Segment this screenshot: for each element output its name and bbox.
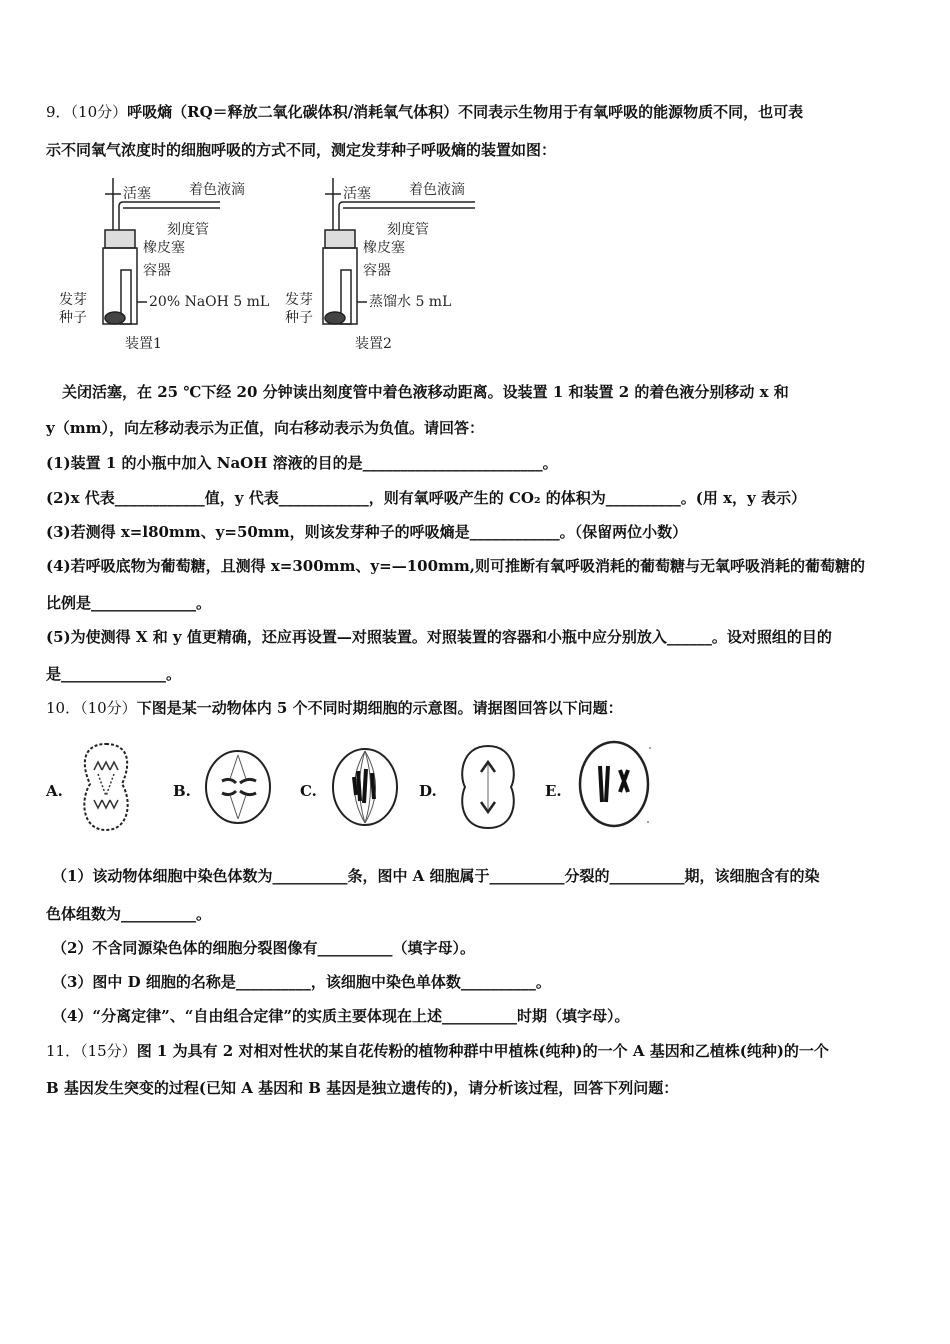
q9-intro-1: 呼吸熵（RQ＝释放二氧化碳体积/消耗氧气体积）不同表示生物用于有氧呼吸的能源物质不同，也可表 <box>127 103 804 121</box>
q9-subquestion-5b: 是______________。 <box>46 665 182 683</box>
device1-seeds-label-2: 种子 <box>59 310 87 326</box>
cell-a-drawing <box>76 740 136 834</box>
device1-stopper-label: 橡皮塞 <box>143 240 185 256</box>
q10-subquestion-1b: 色体组数为__________。 <box>46 905 212 923</box>
device1-stopper <box>105 230 135 248</box>
device2-liquid-label: 蒸馏水 5 mL <box>369 294 452 310</box>
cell-label-d: D. <box>419 782 437 800</box>
respiration-apparatus-figure <box>55 172 495 354</box>
device1-container-label: 容器 <box>143 263 171 279</box>
device2-droplet-label: 着色液滴 <box>409 182 465 198</box>
device1-scale-label: 刻度管 <box>167 222 209 238</box>
q10-number: 10．（10分） <box>46 699 137 717</box>
q9-subquestion-1: (1)装置 1 的小瓶中加入 NaOH 溶液的目的是________________________。 <box>46 454 558 472</box>
q9-intro-2: 示不同氧气浓度时的细胞呼吸的方式不同，测定发芽种子呼吸熵的装置如图： <box>46 141 557 159</box>
q9-paragraph-2: y（mm），向左移动表示为正值，向右移动表示为负值。请回答： <box>46 419 484 437</box>
cell-b-drawing <box>200 747 276 827</box>
q9-subquestion-4a: (4)若呼吸底物为葡萄糖，且测得 x=300mm、y=—100mm,则可推断有氧呼吸消耗的葡萄糖与无氧呼吸消耗的葡萄糖的 <box>46 557 865 575</box>
q10-subquestion-3: （3）图中 D 细胞的名称是__________，该细胞中染色单体数__________。 <box>52 973 551 991</box>
cell-label-e: E. <box>545 782 562 800</box>
q9-subquestion-2: (2)x 代表____________值，y 代表____________，则有氧呼吸产生的 CO₂ 的体积为__________。(用 x，y 表示） <box>46 489 806 507</box>
q10-subquestion-2: （2）不含同源染色体的细胞分裂图像有__________（填字母）。 <box>52 939 475 957</box>
cell-label-c: C. <box>300 782 317 800</box>
q11-number: 11．（15分） <box>46 1042 137 1060</box>
device2-caption: 装置2 <box>355 336 392 352</box>
q11-line-1 <box>46 1041 829 1061</box>
device2-scale-label: 刻度管 <box>387 222 429 238</box>
device2-stopper-label: 橡皮塞 <box>363 240 405 256</box>
q10-line-1 <box>46 698 623 718</box>
q11-intro-2: B 基因发生突变的过程(已知 A 基因和 B 基因是独立遗传的)，请分析该过程，回答下列问题： <box>46 1079 679 1097</box>
q10-subquestion-4: （4）“分离定律”、“自由组合定律”的实质主要体现在上述__________时期（填字母）。 <box>52 1007 630 1025</box>
device1-droplet-label: 着色液滴 <box>189 182 245 198</box>
cell-e-drawing <box>576 738 656 830</box>
device2-seeds-label-1: 发芽 <box>285 292 313 308</box>
cell-label-b: B. <box>173 782 191 800</box>
cell-c-drawing <box>328 745 402 829</box>
q9-line-1 <box>46 102 803 122</box>
q9-subquestion-4b: 比例是______________。 <box>46 594 212 612</box>
device2-seeds <box>325 312 345 324</box>
device1-liquid-label: 20% NaOH 5 mL <box>149 294 270 310</box>
device1-valve-label: 活塞 <box>123 186 151 202</box>
q9-subquestion-3: (3)若测得 x=l80mm、y=50mm，则该发芽种子的呼吸熵是____________。（保留两位小数） <box>46 523 688 541</box>
device2-seeds-label-2: 种子 <box>285 310 313 326</box>
q11-intro-1: 图 1 为具有 2 对相对性状的某自花传粉的植物种群中甲植株(纯种)的一个 A 基因和乙植株(纯种)的一个 <box>136 1042 829 1060</box>
device1-seeds-label-1: 发芽 <box>59 292 87 308</box>
cell-d-drawing <box>455 742 521 832</box>
device2-stopper <box>325 230 355 248</box>
device1-caption: 装置1 <box>125 336 162 352</box>
device1-seeds <box>105 312 125 324</box>
cell-label-a: A. <box>46 782 63 800</box>
q9-paragraph-1: 关闭活塞，在 25 ℃下经 20 分钟读出刻度管中着色液移动距离。设装置 1 和装置 2 的着色液分别移动 x 和 <box>62 383 789 401</box>
device2-valve-label: 活塞 <box>343 186 371 202</box>
device2-container-label: 容器 <box>363 263 391 279</box>
q10-subquestion-1a: （1）该动物体细胞中染色体数为__________条，图中 A 细胞属于__________分裂的__________期，该细胞含有的染 <box>52 867 820 885</box>
q9-subquestion-5a: (5)为使测得 X 和 y 值更精确，还应再设置—对照装置。对照装置的容器和小瓶中应分别放入______。设对照组的目的 <box>46 628 832 646</box>
q9-number: 9．（10分） <box>46 103 128 121</box>
q10-intro: 下图是某一动物体内 5 个不同时期细胞的示意图。请据图回答以下问题： <box>136 699 623 717</box>
